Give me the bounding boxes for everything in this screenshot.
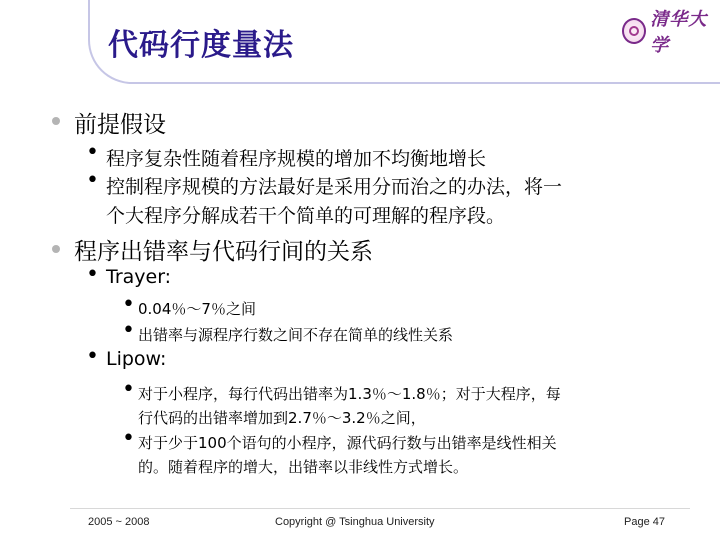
- list-item: 控制程序规模的方法最好是采用分而治之的办法，将一: [106, 176, 563, 198]
- bullet-icon: •: [122, 292, 135, 317]
- list-item: 0.04％～7％之间: [138, 300, 256, 318]
- section-heading: 前提假设: [74, 112, 166, 138]
- list-item-continuation: 的。随着程序的增大，出错率以非线性方式增长。: [138, 458, 469, 476]
- bullet-icon: •: [86, 344, 99, 369]
- footer-page-number: Page 47: [624, 516, 665, 528]
- bullet-icon: •: [122, 377, 135, 402]
- list-item: 程序复杂性随着程序规模的增加不均衡地增长: [106, 148, 487, 170]
- bullet-icon: •: [86, 168, 99, 193]
- section-heading: 程序出错率与代码行间的关系: [74, 239, 373, 265]
- list-item-continuation: 个大程序分解成若干个简单的可理解的程序段。: [106, 205, 506, 227]
- footer-copyright: Copyright @ Tsinghua University: [275, 516, 435, 528]
- bullet-icon: •: [122, 318, 135, 343]
- group-label: Trayer:: [106, 266, 172, 288]
- footer-divider: [70, 508, 690, 509]
- group-label: Lipow:: [106, 348, 167, 370]
- university-logo: [622, 9, 720, 56]
- bullet-icon: •: [86, 140, 99, 165]
- slide-title: 代码行度量法: [108, 28, 294, 63]
- bullet-icon: [52, 117, 60, 125]
- bullet-icon: [52, 245, 60, 253]
- list-item: 对于少于100个语句的小程序，源代码行数与出错率是线性相关: [138, 434, 557, 452]
- university-seal-icon: [622, 18, 646, 44]
- bullet-icon: •: [86, 262, 99, 287]
- list-item: 对于小程序，每行代码出错率为1.3％～1.8％；对于大程序，每: [138, 385, 561, 403]
- logo-text: 清华大学: [650, 9, 708, 56]
- list-item: 出错率与源程序行数之间不存在简单的线性关系: [138, 326, 454, 344]
- footer-date: 2005 ~ 2008: [88, 516, 150, 528]
- list-item-continuation: 行代码的出错率增加到2.7％～3.2％之间，: [138, 409, 426, 427]
- bullet-icon: •: [122, 426, 135, 451]
